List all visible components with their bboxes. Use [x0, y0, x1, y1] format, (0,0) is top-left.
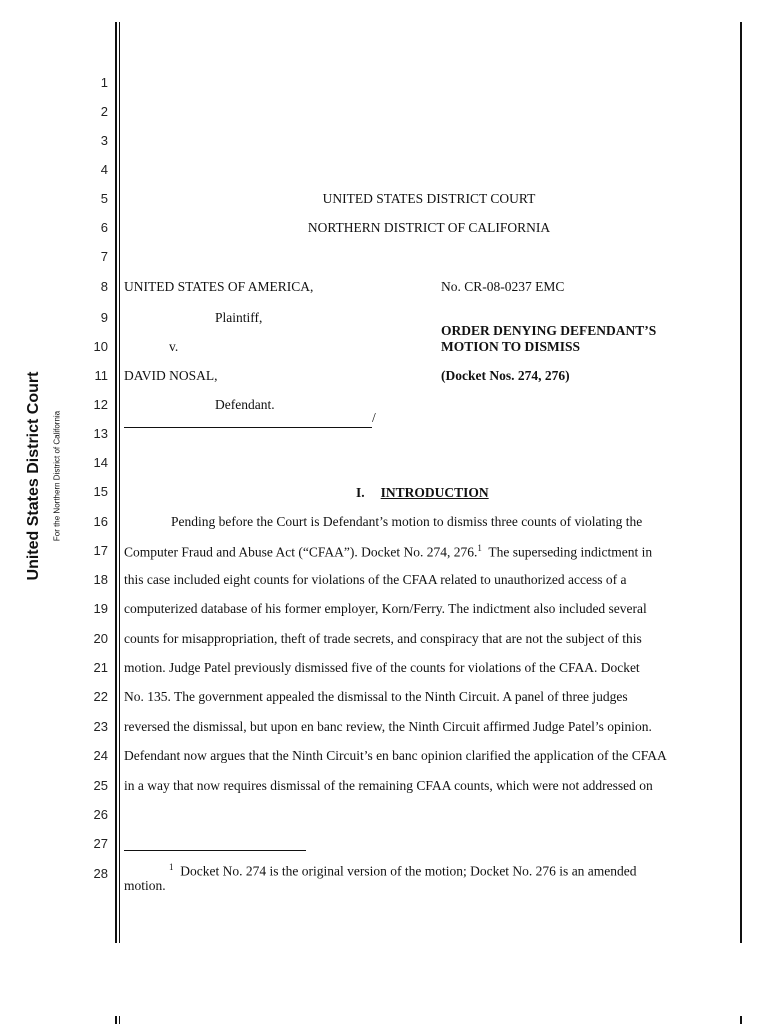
line-number: 5: [100, 191, 108, 206]
sidebar-district-subtitle: For the Northern District of California: [52, 410, 62, 542]
right-margin-rule: [740, 22, 742, 943]
line-number: 8: [100, 279, 108, 294]
defendant-name: DAVID NOSAL,: [124, 368, 218, 383]
body-line-25: in a way that now requires dismissal of the remaining CFAA counts, which were not addressed on: [124, 778, 653, 793]
line-number: 19: [93, 601, 108, 616]
line-number: 18: [93, 572, 108, 587]
line-number: 26: [93, 807, 108, 822]
line-number: 4: [100, 162, 108, 177]
line-number: 15: [93, 484, 108, 499]
docket-reference: (Docket Nos. 274, 276): [441, 368, 570, 383]
footnote-marker: 1: [169, 862, 174, 872]
sidebar-court-title: United States District Court: [25, 371, 42, 581]
left-margin-rule: [115, 22, 117, 943]
caption-rule: [124, 427, 372, 428]
line-number: 11: [94, 368, 108, 383]
body-line-17-text-cont: The superseding indictment in: [481, 544, 653, 560]
line-number: 20: [93, 631, 108, 646]
footnote-line1: [169, 862, 637, 880]
body-line-21: motion. Judge Patel previously dismissed five of the counts for violations of the CFAA. Docket: [124, 660, 640, 675]
footnote-text: Docket No. 274 is the original version of the motion; Docket No. 276 is an amended: [180, 863, 637, 879]
plaintiff-name: UNITED STATES OF AMERICA,: [124, 279, 314, 294]
line-number: 17: [93, 543, 108, 558]
line-number: 10: [93, 339, 108, 354]
district-name: NORTHERN DISTRICT OF CALIFORNIA: [307, 220, 551, 235]
line-number: 9: [100, 310, 108, 325]
left-margin-rule-inner: [119, 22, 120, 943]
versus: v.: [169, 339, 179, 354]
section-heading: [356, 485, 489, 501]
line-number: 7: [100, 249, 108, 264]
body-line-23: reversed the dismissal, but upon en banc review, the Ninth Circuit affirmed Judge Patel’s opinion.: [124, 719, 652, 734]
body-line-19: computerized database of his former employer, Korn/Ferry. The indictment also included several: [124, 601, 647, 616]
line-number: 2: [100, 104, 108, 119]
caption-slash: /: [372, 410, 376, 425]
line-number: 23: [93, 719, 108, 734]
footnote-separator: [124, 850, 306, 851]
body-line-17: [124, 543, 652, 561]
next-page-left-rule: [115, 1016, 117, 1024]
footnote-ref: 1: [477, 543, 482, 553]
line-number: 14: [93, 455, 108, 470]
line-number: 3: [100, 133, 108, 148]
section-number: I.: [356, 485, 365, 500]
order-title-line2: MOTION TO DISMISS: [441, 339, 581, 354]
line-number: 6: [100, 220, 108, 235]
body-line-20: counts for misappropriation, theft of trade secrets, and conspiracy that are not the subject of this: [124, 631, 642, 646]
line-number: 21: [93, 660, 108, 675]
next-page-right-rule: [740, 1016, 742, 1024]
line-number: 24: [93, 748, 108, 763]
body-line-18: this case included eight counts for violations of the CFAA related to unauthorized access of a: [124, 572, 627, 587]
line-number: 25: [93, 778, 108, 793]
body-line-17-text: Computer Fraud and Abuse Act (“CFAA”). Docket No. 274, 276.: [124, 544, 478, 560]
court-name: UNITED STATES DISTRICT COURT: [322, 191, 536, 206]
defendant-label: Defendant.: [215, 397, 275, 412]
case-number: No. CR-08-0237 EMC: [441, 279, 565, 294]
line-number: 12: [93, 397, 108, 412]
line-number: 1: [100, 75, 108, 90]
section-title: INTRODUCTION: [380, 485, 489, 500]
body-line-16: Pending before the Court is Defendant’s motion to dismiss three counts of violating the: [171, 514, 643, 529]
order-title-line1: ORDER DENYING DEFENDANT’S: [441, 323, 657, 338]
line-number: 16: [93, 514, 108, 529]
footnote-line2: motion.: [124, 878, 166, 893]
line-number: 22: [93, 689, 108, 704]
line-number: 13: [93, 426, 108, 441]
line-number: 27: [93, 836, 108, 851]
plaintiff-label: Plaintiff,: [215, 310, 263, 325]
line-number: 28: [93, 866, 108, 881]
next-page-left-rule-inner: [119, 1016, 120, 1024]
body-line-24: Defendant now argues that the Ninth Circuit’s en banc opinion clarified the application of the CFAA: [124, 748, 667, 763]
body-line-22: No. 135. The government appealed the dismissal to the Ninth Circuit. A panel of three judges: [124, 689, 628, 704]
